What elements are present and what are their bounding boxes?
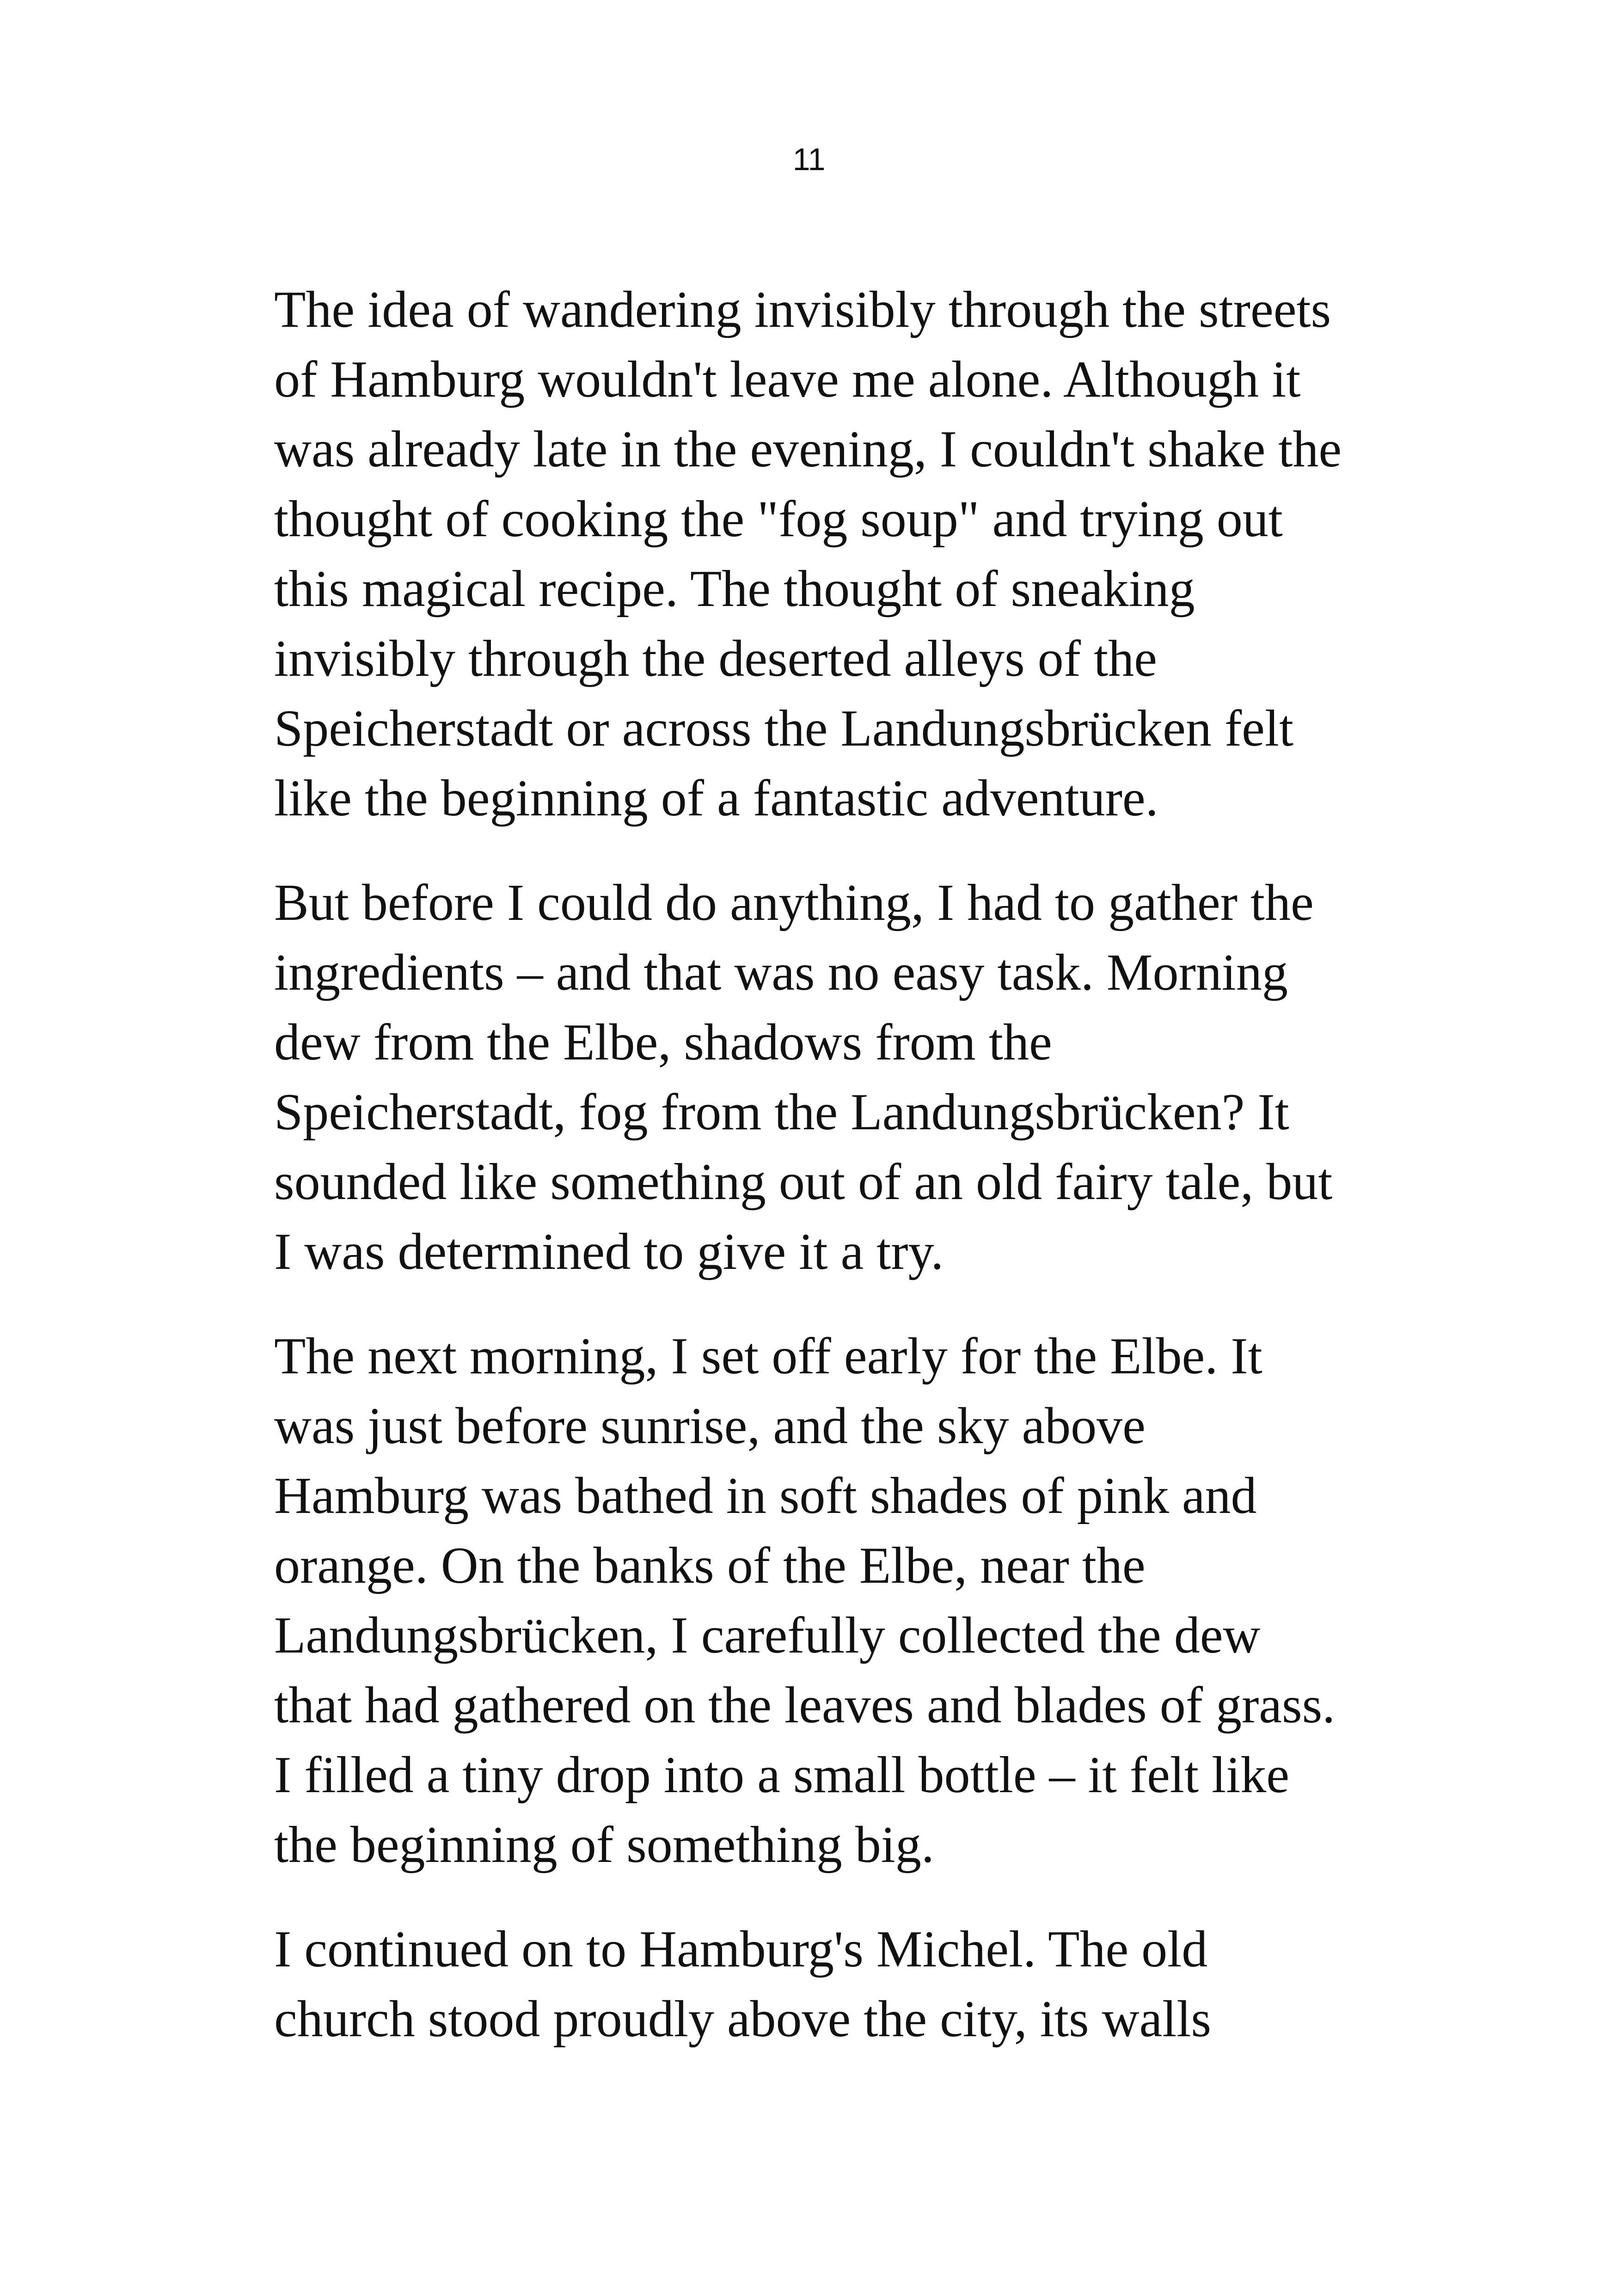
- text-line: dew from the Elbe, shadows from the: [274, 1014, 1052, 1071]
- text-line: I continued on to Hamburg's Michel. The old: [274, 1921, 1208, 1978]
- text-line: invisibly through the deserted alleys of the: [274, 630, 1157, 687]
- text-line: Speicherstadt or across the Landungsbrücken felt: [274, 700, 1294, 757]
- text-line: Speicherstadt, fog from the Landungsbrücken? It: [274, 1084, 1289, 1141]
- text-line: of Hamburg wouldn't leave me alone. Although it: [274, 351, 1301, 408]
- text-line: But before I could do anything, I had to gather the: [274, 874, 1314, 931]
- text-line: ingredients – and that was no easy task. Morning: [274, 944, 1288, 1001]
- text-line: Hamburg was bathed in soft shades of pink and: [274, 1467, 1257, 1525]
- paragraph-3: [274, 1322, 1374, 1880]
- text-line: The idea of wandering invisibly through the streets: [274, 281, 1331, 338]
- text-line: this magical recipe. The thought of sneaking: [274, 560, 1195, 618]
- body-text: [274, 275, 1374, 2089]
- paragraph-4: [274, 1915, 1374, 2054]
- text-line: like the beginning of a fantastic adventure.: [274, 770, 1158, 827]
- paragraph-1: [274, 275, 1374, 833]
- text-line: was just before sunrise, and the sky above: [274, 1397, 1146, 1455]
- text-line: sounded like something out of an old fairy tale, but: [274, 1153, 1333, 1211]
- text-line: the beginning of something big.: [274, 1816, 934, 1874]
- text-line: orange. On the banks of the Elbe, near the: [274, 1537, 1146, 1594]
- text-line: church stood proudly above the city, its walls: [274, 1990, 1211, 2048]
- page-number: 11: [792, 142, 826, 177]
- text-line: I filled a tiny drop into a small bottle – it felt like: [274, 1746, 1289, 1804]
- text-line: that had gathered on the leaves and blades of grass.: [274, 1677, 1336, 1734]
- text-line: I was determined to give it a try.: [274, 1223, 944, 1280]
- text-line: The next morning, I set off early for the Elbe. It: [274, 1328, 1263, 1385]
- paragraph-2: [274, 868, 1374, 1287]
- text-line: Landungsbrücken, I carefully collected the dew: [274, 1607, 1261, 1664]
- text-line: thought of cooking the "fog soup" and trying out: [274, 490, 1283, 548]
- text-line: was already late in the evening, I couldn't shake the: [274, 421, 1342, 478]
